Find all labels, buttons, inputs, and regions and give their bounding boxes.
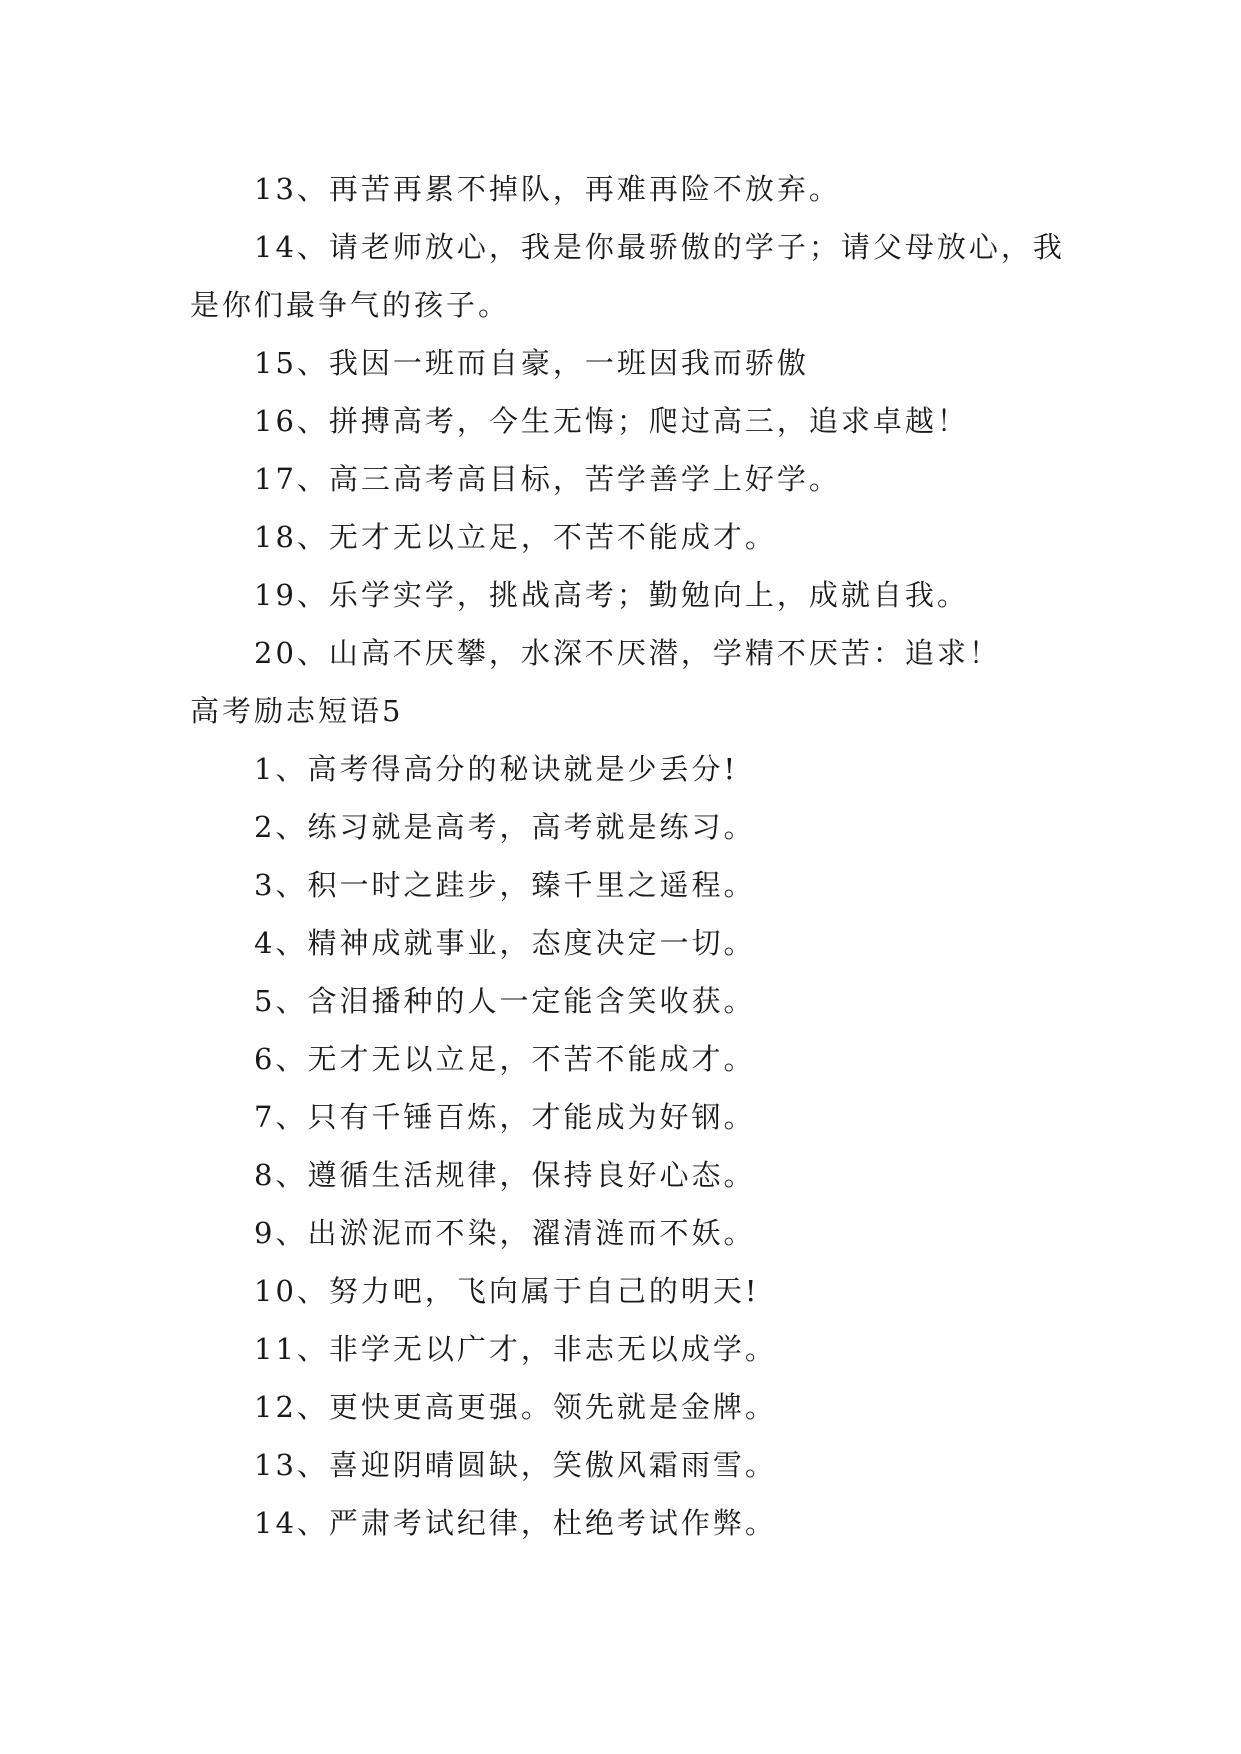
- list-item: 13、喜迎阴晴圆缺，笑傲风霜雨雪。: [254, 1448, 777, 1482]
- list-item: 9、出淤泥而不染，濯清涟而不妖。: [254, 1216, 756, 1250]
- document-body: [190, 160, 1080, 1552]
- list-item: 13、再苦再累不掉队，再难再险不放弃。: [254, 172, 841, 206]
- list-item: 15、我因一班而自豪，一班因我而骄傲: [254, 346, 809, 380]
- list-item: 10、努力吧，飞向属于自己的明天!: [254, 1274, 760, 1308]
- section-heading: 高考励志短语5: [190, 694, 404, 728]
- list-item: 11、非学无以广才，非志无以成学。: [254, 1332, 777, 1366]
- list-item: 19、乐学实学，挑战高考；勤勉向上，成就自我。: [254, 578, 969, 612]
- list-item: 18、无才无以立足，不苦不能成才。: [254, 520, 777, 554]
- list-item: 6、无才无以立足，不苦不能成才。: [254, 1042, 756, 1076]
- list-item: 4、精神成就事业，态度决定一切。: [254, 926, 756, 960]
- list-item: 20、山高不厌攀，水深不厌潜，学精不厌苦：追求！: [254, 636, 1001, 670]
- list-item: 1、高考得高分的秘诀就是少丢分!: [254, 752, 739, 786]
- list-item: 8、遵循生活规律，保持良好心态。: [254, 1158, 756, 1192]
- list-item: 14、严肃考试纪律，杜绝考试作弊。: [254, 1506, 777, 1540]
- list-item: 14、请老师放心，我是你最骄傲的学子；请父母放心，我是你们最争气的孩子。: [190, 230, 1065, 322]
- list-item: 5、含泪播种的人一定能含笑收获。: [254, 984, 756, 1018]
- list-item: 2、练习就是高考，高考就是练习。: [254, 810, 756, 844]
- list-item: 7、只有千锤百炼，才能成为好钢。: [254, 1100, 756, 1134]
- list-item: 3、积一时之跬步，臻千里之遥程。: [254, 868, 756, 902]
- list-item: 16、拼搏高考，今生无悔；爬过高三，追求卓越！: [254, 404, 969, 438]
- list-item: 17、高三高考高目标，苦学善学上好学。: [254, 462, 841, 496]
- list-item: 12、更快更高更强。领先就是金牌。: [254, 1390, 777, 1424]
